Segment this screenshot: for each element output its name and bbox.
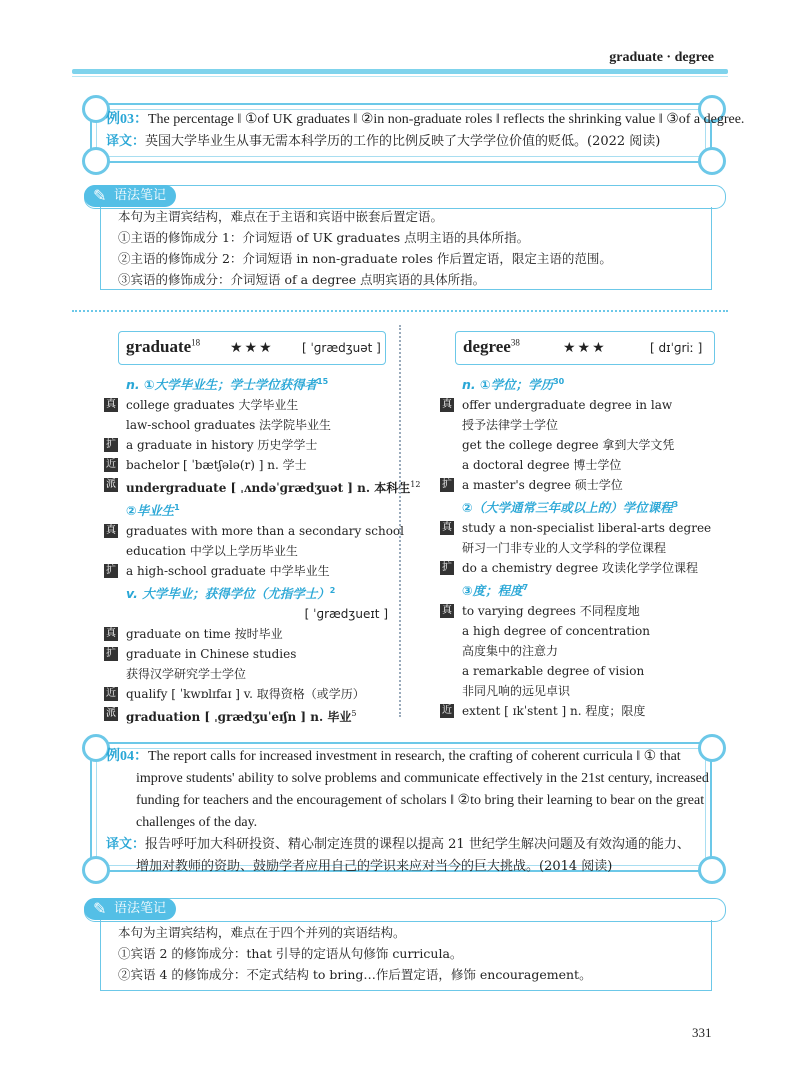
entry-row [104,684,394,704]
entry-tag: 真 [442,605,452,617]
entry-row [104,664,394,684]
entry-row [440,621,730,641]
entry-row [104,395,394,415]
sense-text: n. ①学位；学历 [462,377,554,393]
entry-text: a master's degree 硕士学位 [462,478,623,493]
entry-text: graduate in Chinese studies [126,647,297,662]
entry-text: law-school graduates 法学院毕业生 [126,418,332,433]
sense-heading [104,581,394,604]
entry-row [440,681,730,701]
entry-text: bachelor [ ˈbætʃələ(r) ] n. 学士 [126,458,307,473]
entry-row [440,641,730,661]
sense-text: ②（大学通常三年或以上的）学位课程 [462,500,673,516]
entry-text: a graduate in history 历史学学士 [126,438,318,453]
note-line: ①宾语 2 的修饰成分：that 引导的定语从句修饰 curricula。 [118,946,463,961]
entry-tag: 近 [106,459,116,471]
entry-text: a doctoral degree 博士学位 [462,458,622,473]
entry-row [440,395,730,415]
entry-tag: 近 [106,688,116,700]
frequency-mark: 2 [329,586,336,596]
entry-tag: 真 [442,399,452,411]
corner-ornament [698,856,726,884]
grammar-note-title: ✎ 语法笔记 [84,898,176,920]
entry-text: 获得汉学研究学士学位 [126,667,247,682]
sense-text: n. ①大学毕业生；学士学位获得者 [126,377,318,393]
section-divider [72,310,728,312]
frequency-mark: 7 [522,583,529,593]
entry-row [440,538,730,558]
note-line: 本句为主谓宾结构，难点在于四个并列的宾语结构。 [118,925,406,940]
entry-row [440,518,730,538]
translation-label: 译文： [106,134,146,149]
entry-text: graduates with more than a secondary school [126,524,404,539]
entry-text: undergraduate [ ˌʌndəˈɡrædʒuət ] n. 本科生 [126,481,411,496]
entry-text: do a chemistry degree 攻读化学学位课程 [462,561,698,576]
corner-ornament [698,147,726,175]
note-line: ③宾语的修饰成分：介词短语 of a degree 点明宾语的具体所指。 [118,272,486,287]
phonetic: [ ˈɡrædʒueɪt ] [304,607,388,622]
grammar-note-title: ✎ 语法笔记 [84,185,176,207]
grammar-note-lines [118,922,592,985]
entry-row [104,475,421,498]
frequency-mark: 12 [410,480,421,490]
entry-row [104,644,394,664]
sense-heading [104,372,394,395]
sense-text: ③度；程度 [462,583,523,599]
example-03-sentence [106,109,744,131]
entry-row [104,455,394,475]
entry-text: graduation [ ˌɡrædʒuˈeɪʃn ] n. 毕业 [126,710,352,725]
entry-text: college graduates 大学毕业生 [126,398,299,413]
entry-text: to varying degrees 不同程度地 [462,604,640,619]
sense-heading [440,372,730,395]
frequency-mark: 15 [317,377,329,386]
entry-row [440,415,730,435]
entry-text: a high degree of concentration [462,624,651,639]
entry-row [440,455,730,475]
entry-row [104,541,394,561]
entry-tag: 真 [442,522,452,534]
sense-text: ②毕业生 [126,503,175,519]
sense-text: v. 大学毕业；获得学位（尤指学士） [126,586,330,602]
entry-list-degree [440,372,730,721]
entry-row [104,435,394,455]
entry-text: 研习一门非专业的人文学科的学位课程 [462,541,667,556]
entry-text: 授予法律学士学位 [462,418,559,433]
entry-row [104,624,394,644]
frequency-mark: 5 [351,709,357,719]
entry-text: offer undergraduate degree in law [462,398,673,413]
entry-text: 高度集中的注意力 [462,644,559,659]
entry-tag: 扩 [106,565,116,577]
entry-text: a high-school graduate 中学毕业生 [126,564,330,579]
entry-row [440,475,730,495]
phonetic: [ dɪˈɡriː ] [650,341,703,355]
star-rating: ★★★ [230,340,274,356]
note-line: ②主语的修饰成分 2：介词短语 in non-graduate roles 作后置定语，限定主语的范围。 [118,251,612,266]
example-04-translation: 译文：报告呼吁加大科研投资、精心制定连贯的课程以提高 21 世纪学生解决问题及有效沟通的能力、 增加对教师的资助、鼓励学者应用自己的学识来应对当今的巨大挑战。(2014 阅读) [106,837,690,874]
entry-text: extent [ ɪkˈstent ] n. 程度；限度 [462,704,646,719]
sense-heading [440,495,730,518]
frequency-mark: 30 [553,377,565,386]
header-rule [72,69,728,74]
headword: graduate$^{18}$ [126,337,201,356]
entry-row [104,415,394,435]
star-rating: ★★★ [563,340,607,356]
entry-text: graduate on time 按时毕业 [126,627,283,642]
entry-text: a remarkable degree of vision [462,664,645,679]
entry-text: qualify [ ˈkwɒlɪfaɪ ] v. 取得资格（或学历） [126,687,365,702]
entry-tag: 派 [106,708,116,720]
sense-heading [440,578,730,601]
entry-row [104,561,394,581]
translation-label: 译文： [106,837,146,852]
entry-row [104,521,404,541]
entry-tag: 扩 [442,562,452,574]
entry-tag: 扩 [106,439,116,451]
entry-tag: 近 [442,705,452,717]
entry-row [440,558,730,578]
note-line: ①主语的修饰成分 1：介词短语 of UK graduates 点明主语的具体所指。 [118,230,530,245]
page-number: 331 [692,1025,712,1040]
entry-tag: 派 [106,479,116,491]
entry-text: 非同凡响的远见卓识 [462,684,571,699]
entry-row [440,601,730,621]
example-03-translation [106,131,660,153]
entry-row [440,701,730,721]
pen-icon: ✎ [93,186,107,205]
frequency-mark: 1 [174,503,180,513]
entry-list-graduate [104,372,421,727]
note-line: 本句为主谓宾结构，难点在于主语和宾语中嵌套后置定语。 [118,209,444,224]
entry-row [440,435,730,455]
frequency-mark: 3 [672,500,679,510]
pen-icon: ✎ [93,899,107,918]
example-text: The percentage ‖ ①of UK graduates ‖ ②in non-graduate roles ‖ reflects the shrinking value ‖ ③of a degree. [148,112,745,127]
sense-heading [104,498,394,521]
example-04-sentence: 例04：The report calls for increased investment in research, the crafting of coherent curricula ‖ ① that improve students' ability to solve problems and communicate effectively in the 21st century, increased funding for teachers and the encouragement of scholars ‖ ②to bring their learning to bear on the great challenges of the day. [106,749,709,830]
entry-tag: 真 [106,525,116,537]
entry-tag: 扩 [442,479,452,491]
column-divider [399,325,401,717]
header-rule-thin [72,76,728,77]
entry-tag: 真 [106,399,116,411]
phonetic: [ ˈɡrædʒuət ] [302,341,381,355]
grammar-note-bar [84,898,726,922]
entry-tag: 扩 [106,648,116,660]
entry-text: study a non-specialist liberal-arts degree [462,521,712,536]
entry-row [440,661,730,681]
entry-text: education 中学以上学历毕业生 [126,544,298,559]
entry-tag: 真 [106,628,116,640]
running-header: graduate · degree [609,50,714,65]
entry-text: get the college degree 拿到大学文凭 [462,438,675,453]
note-line: ②宾语 4 的修饰成分：不定式结构 to bring…作后置定语，修饰 encouragement。 [118,967,592,982]
entry-row [104,704,394,727]
example-label: 例03： [106,112,148,127]
translation-text: 英国大学毕业生从事无需本科学历的工作的比例反映了大学学位价值的贬低。(2022 阅读) [145,134,661,149]
headword: degree$^{38}$ [463,337,520,356]
example-label: 例04： [106,749,148,764]
grammar-note-lines [118,206,612,290]
